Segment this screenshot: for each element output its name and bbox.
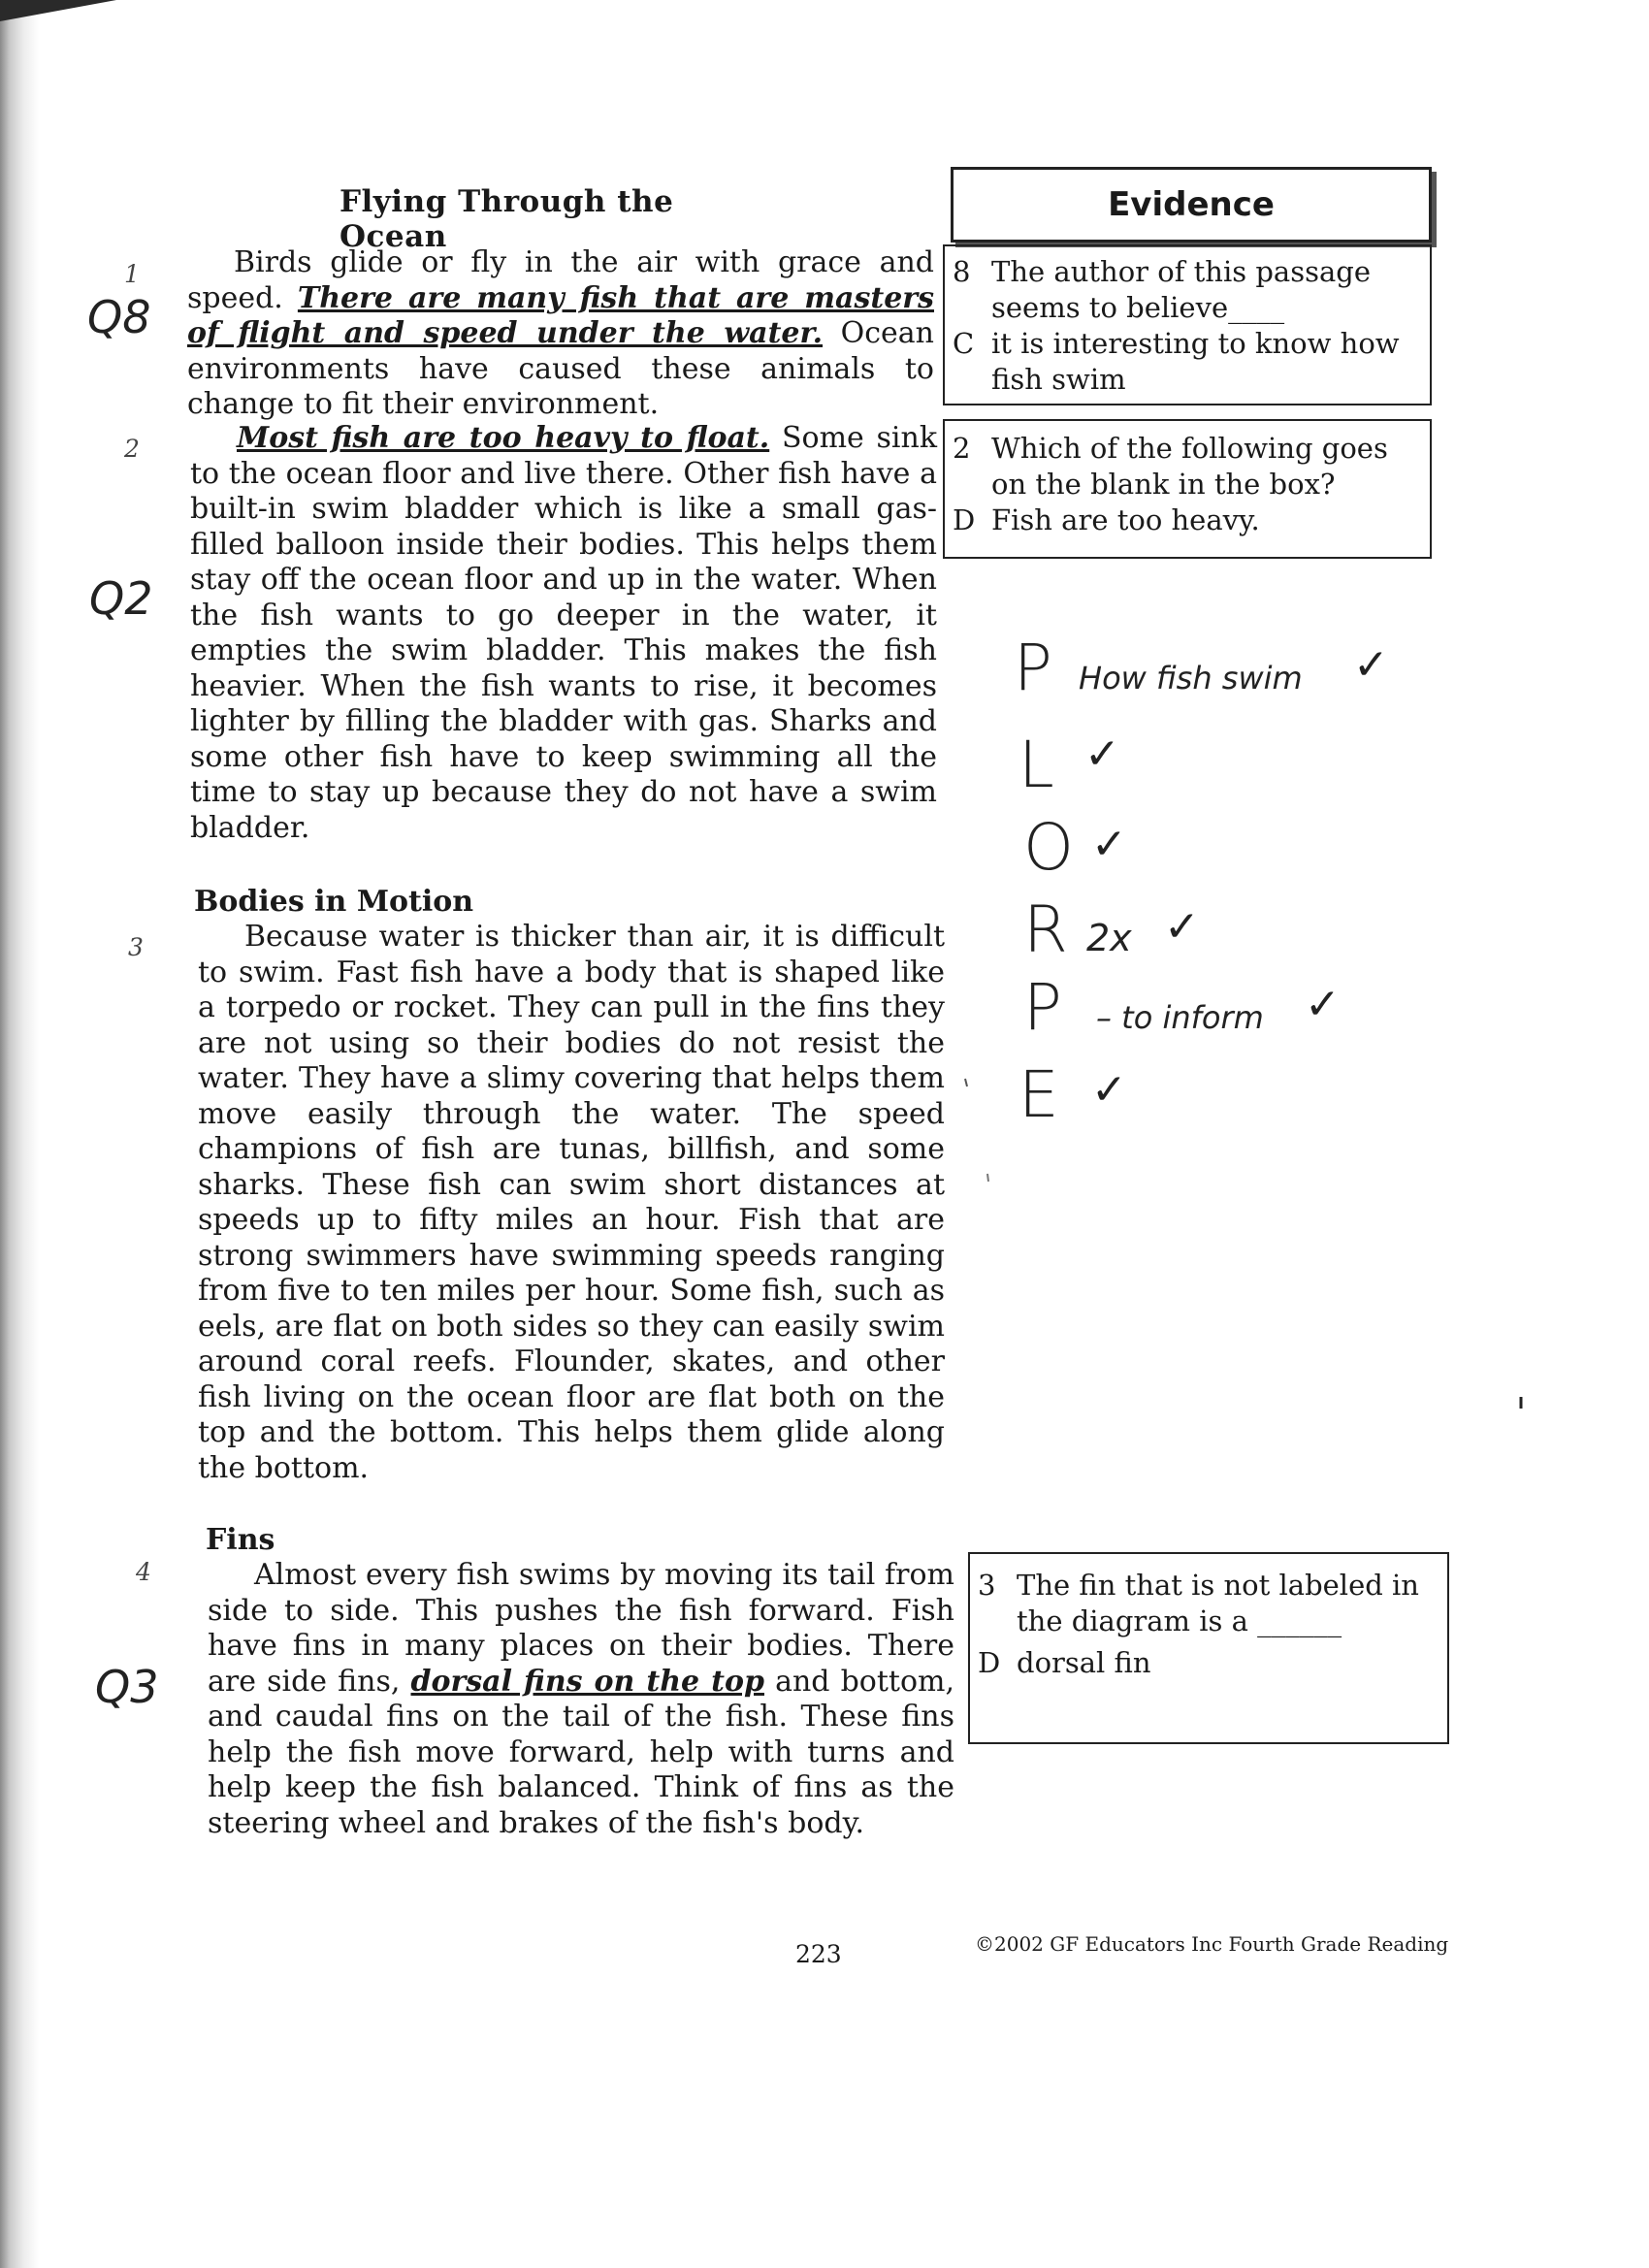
question-2-number: 2 — [953, 432, 971, 465]
p3-text: Because water is thicker than air, it is difficult to swim. Fast fish have a body that is shaped like a torpedo or rocket. They can pull in the fins they are not using so their bodies do not resist the water. They have a slimy covering that helps them move easily through the water. The speed champions of fish are tunas, billfish, and some sharks. These fish can swim short distances at speeds up to fifty miles an hour. Fish that are strong swimmers have swimming speeds ranging from five to ten miles per hour. Some fish, such as eels, are flat on both sides so they can easily swim around coral reefs. Flounder, skates, and other fish living on the ocean floor are flat both on the top and the bottom. This helps them glide along the bottom. — [198, 920, 945, 1485]
plorpe-note-p2: – to inform — [1096, 999, 1264, 1036]
p4-lead: Almost every fish swims by moving its tail from side to side. This pushes the fish forward. Fish have fins in many places on their bodies. There are side fins, — [208, 1558, 954, 1699]
page-number: 223 — [795, 1940, 842, 1968]
plorpe-letter-e: E — [1018, 1057, 1059, 1132]
question-2-text: Which of the following goes on the blank in the box? — [991, 432, 1388, 501]
copyright: ©2002 GF Educators Inc Fourth Grade Reading — [975, 1932, 1449, 1956]
question-8-answer: it is interesting to know how fish swim — [991, 327, 1400, 396]
plorpe-letter-p2: P — [1023, 970, 1062, 1045]
question-2-answer-letter: D — [953, 503, 976, 536]
stray-mark — [987, 1174, 988, 1182]
check-icon: ✓ — [1091, 1065, 1127, 1115]
plorpe-letter-r: R — [1023, 892, 1068, 967]
question-3-text: The fin that is not labeled in the diagram is a ______ — [1017, 1569, 1419, 1637]
check-icon: ✓ — [1353, 640, 1389, 690]
heading-bodies-in-motion: Bodies in Motion — [194, 885, 474, 919]
handwritten-q3: Q3 — [95, 1661, 159, 1713]
question-3-answer: dorsal fin — [1017, 1646, 1151, 1679]
question-3-number: 3 — [978, 1569, 996, 1602]
check-icon: ✓ — [1164, 902, 1200, 952]
passage-title: Flying Through the Ocean — [340, 184, 674, 254]
plorpe-letter-l: L — [1018, 728, 1054, 802]
p4-emphasis: dorsal fins on the top — [410, 1664, 764, 1699]
p2-rest: Some sink to the ocean floor and live there. Other fish have a built-in swim bladder which is like a small gas-filled balloon inside their bodies. This helps them stay off the ocean floor and up in the water. When the fish wants to go deeper in the water, it empties the swim bladder. This makes the fish heavier. When the fish wants to rise, it becomes lighter by filling the bladder with gas. Sharks and some other fish have to keep swimming all the time to stay up because they do not have a swim bladder. — [190, 421, 937, 845]
plorpe-note-p1: How fish swim — [1079, 660, 1303, 697]
p1-lead: Birds glide or fly in the air with grace and speed. — [187, 245, 934, 315]
plorpe-letter-o: O — [1023, 810, 1074, 885]
handwritten-q8: Q8 — [87, 291, 151, 343]
paragraph-number-2: 2 — [124, 435, 140, 463]
p1-rest: Ocean environments have caused these animals to change to fit their environment. — [187, 316, 934, 421]
question-8-answer-letter: C — [953, 327, 975, 360]
evidence-header: Evidence — [951, 167, 1432, 243]
p2-emphasis: Most fish are too heavy to float. — [237, 421, 770, 455]
plorpe-note-r: 2x — [1086, 917, 1132, 959]
stray-mark — [965, 1079, 967, 1086]
question-2-answer: Fish are too heavy. — [991, 503, 1260, 536]
check-icon: ✓ — [1091, 820, 1127, 869]
paragraph-number-4: 4 — [136, 1558, 151, 1586]
plorpe-letter-p1: P — [1014, 631, 1052, 705]
paragraph-number-1: 1 — [124, 260, 140, 288]
p1-emphasis: There are many fish that are masters of flight and speed under the water. — [187, 280, 934, 350]
check-icon: ✓ — [1084, 729, 1120, 779]
handwritten-q2: Q2 — [89, 572, 153, 625]
question-3-answer-letter: D — [978, 1646, 1001, 1679]
heading-fins: Fins — [206, 1523, 275, 1557]
question-8-number: 8 — [953, 255, 971, 288]
p4-rest: and bottom, and caudal fins on the tail of the fish. These fins help the fish move forward, help with turns and help keep the fish balanced. Think of fins as the steering wheel and brakes of the fish's body. — [208, 1664, 955, 1840]
check-icon: ✓ — [1305, 980, 1341, 1029]
paragraph-number-3: 3 — [128, 933, 144, 961]
question-8-text: The author of this passage seems to believe____ — [991, 255, 1371, 324]
